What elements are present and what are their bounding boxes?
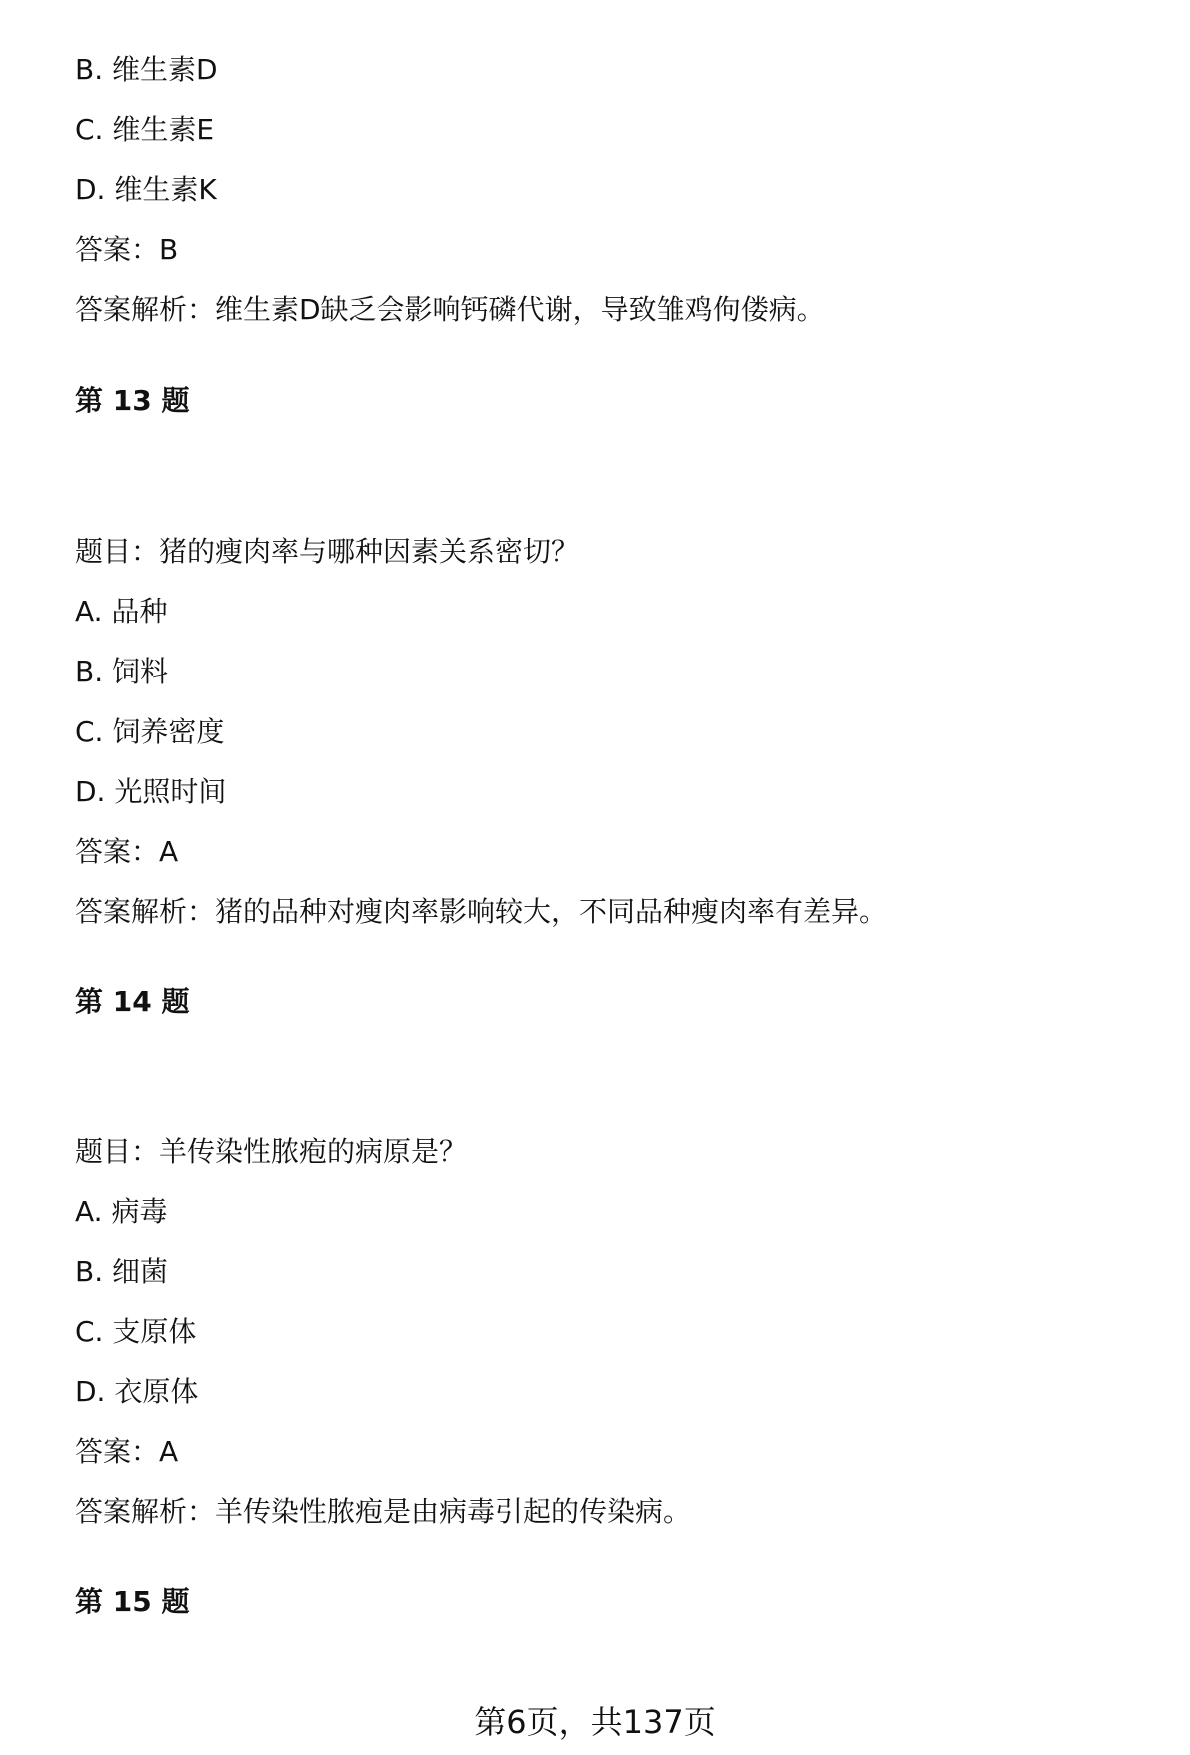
option-c: C. 维生素E (75, 113, 215, 146)
option-c: C. 饲养密度 (75, 715, 225, 748)
answer-explanation: 答案解析：维生素D缺乏会影响钙磷代谢，导致雏鸡佝偻病。 (75, 293, 825, 326)
question-heading: 第 15 题 (75, 1585, 190, 1618)
option-d: D. 光照时间 (75, 775, 227, 808)
option-b: B. 饲料 (75, 655, 169, 688)
question-text: 题目：猪的瘦肉率与哪种因素关系密切？ (75, 535, 580, 568)
option-d: D. 衣原体 (75, 1375, 199, 1408)
question-heading: 第 14 题 (75, 985, 190, 1018)
question-text: 题目：羊传染性脓疱的病原是？ (75, 1135, 468, 1168)
option-b: B. 细菌 (75, 1255, 169, 1288)
option-a: A. 病毒 (75, 1195, 168, 1228)
option-a: A. 品种 (75, 595, 168, 628)
page-number: 第6页，共137页 (474, 1703, 716, 1741)
question-heading: 第 13 题 (75, 384, 190, 417)
answer: 答案：B (75, 233, 179, 266)
option-b: B. 维生素D (75, 53, 218, 86)
answer: 答案：A (75, 1435, 179, 1468)
answer-explanation: 答案解析：猪的品种对瘦肉率影响较大，不同品种瘦肉率有差异。 (75, 895, 888, 928)
answer: 答案：A (75, 835, 179, 868)
option-d: D. 维生素K (75, 173, 217, 206)
option-c: C. 支原体 (75, 1315, 197, 1348)
answer-explanation: 答案解析：羊传染性脓疱是由病毒引起的传染病。 (75, 1495, 692, 1528)
